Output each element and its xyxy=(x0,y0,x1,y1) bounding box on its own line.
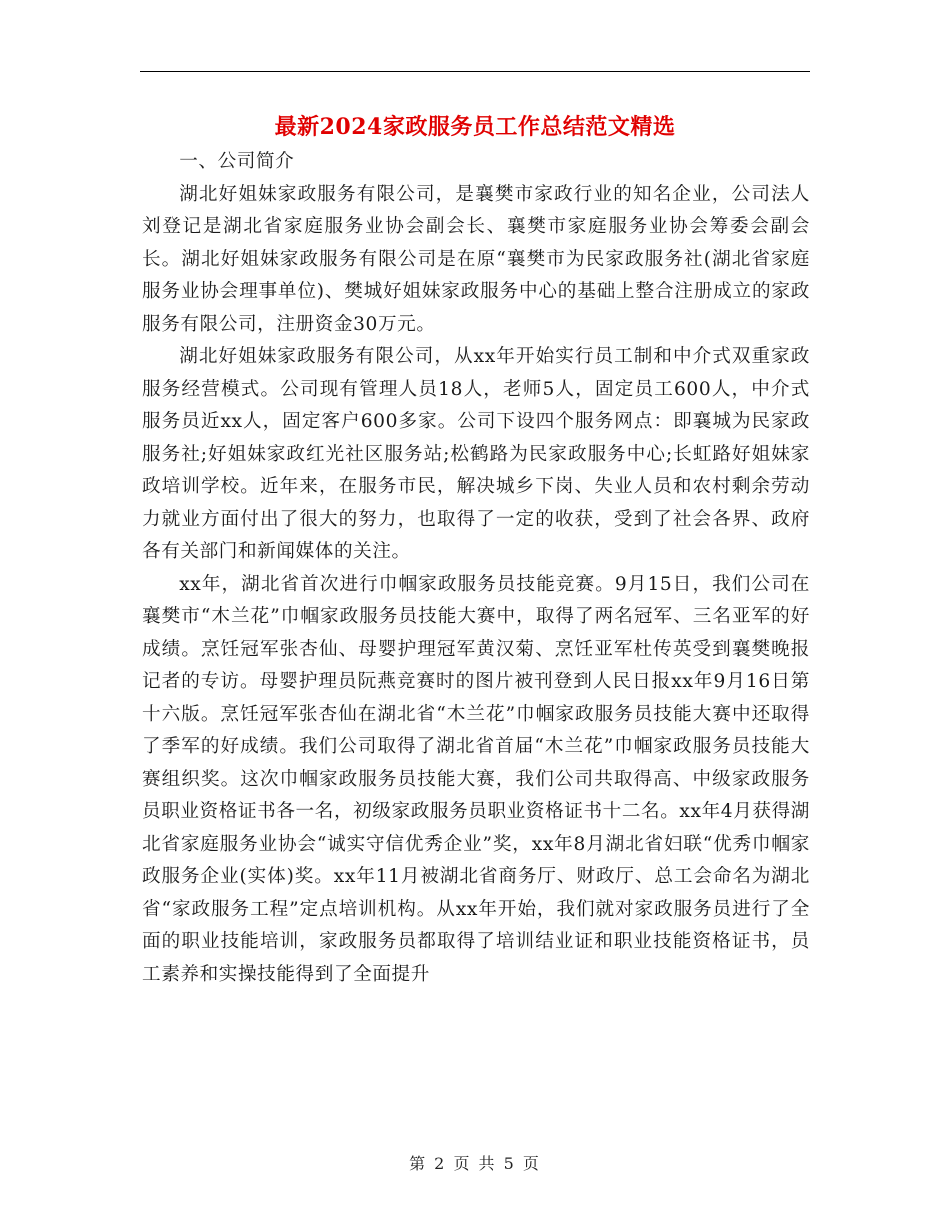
section-heading: 一、公司简介 xyxy=(179,151,295,172)
header-rule xyxy=(140,71,810,72)
document-body xyxy=(142,146,810,991)
paragraph: 湖北好姐妹家政服务有限公司，从xx年开始实行员工制和中介式双重家政服务经营模式。公司现有管理人员18人，老师5人，固定员工600人，中介式服务员近xx人，固定客户600多家。公司下设四个服务网点：即襄城为民家政服务社;好姐妹家政红光社区服务站;松鹤路为民家政服务中心;长虹路好姐妹家政培训学校。近年来，在服务市民，解决城乡下岗、失业人员和农村剩余劳动力就业方面付出了很大的努力，也取得了一定的收获，受到了社会各界、政府各有关部门和新闻媒体的关注。 xyxy=(142,346,810,562)
document-title: 最新2024家政服务员工作总结范文精选 xyxy=(274,114,676,140)
page-number-footer: 第 2 页 共 5 页 xyxy=(409,1154,541,1173)
paragraph: 湖北好姐妹家政服务有限公司，是襄樊市家政行业的知名企业，公司法人刘登记是湖北省家庭服务业协会副会长、襄樊市家庭服务业协会筹委会副会长。湖北好姐妹家政服务有限公司是在原“襄樊市为民家政服务社(湖北省家庭服务业协会理事单位)、樊城好姐妹家政服务中心的基础上整合注册成立的家政服务有限公司，注册资金30万元。 xyxy=(142,183,810,335)
paragraph: xx年，湖北省首次进行巾帼家政服务员技能竞赛。9月15日，我们公司在襄樊市“木兰花”巾帼家政服务员技能大赛中，取得了两名冠军、三名亚军的好成绩。烹饪冠军张杏仙、母婴护理冠军黄汉菊、烹饪亚军杜传英受到襄樊晚报记者的专访。母婴护理员阮燕竞赛时的图片被刊登到人民日报xx年9月16日第十六版。烹饪冠军张杏仙在湖北省“木兰花”巾帼家政服务员技能大赛中还取得了季军的好成绩。我们公司取得了湖北省首届“木兰花”巾帼家政服务员技能大赛组织奖。这次巾帼家政服务员技能大赛，我们公司共取得高、中级家政服务员职业资格证书各一名，初级家政服务员职业资格证书十二名。xx年4月获得湖北省家庭服务业协会“诚实守信优秀企业”奖，xx年8月湖北省妇联“优秀巾帼家政服务企业(实体)奖。xx年11月被湖北省商务厅、财政厅、总工会命名为湖北省“家政服务工程”定点培训机构。从xx年开始，我们就对家政服务员进行了全面的职业技能培训，家政服务员都取得了培训结业证和职业技能资格证书，员工素养和实操技能得到了全面提升 xyxy=(142,573,810,985)
